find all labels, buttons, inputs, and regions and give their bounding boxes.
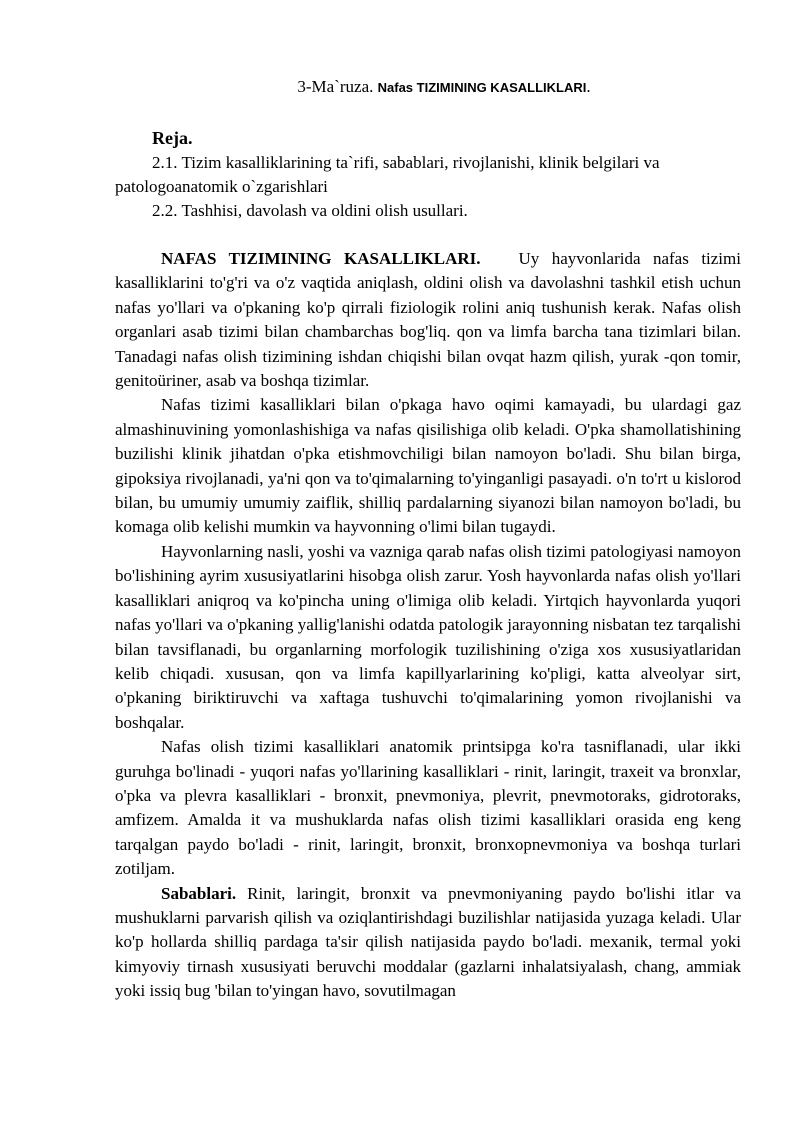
paragraph-5-text: Rinit, laringit, bronxit va pnevmoniyaning paydo bo'lishi itlar va mushuklarni parvarish qilish va oziqlantirishdagi buzilishlar natijasida yuzaga keladi. Ular ko'p hollarda shilliq pardaga ta'sir qilish natijasida paydo bo'ladi. mexanik, termal yoki kimyoviy tirnash xususiyati beruvchi moddalar (gazlarni inhalatsiyalash, chang, ammiak yoki issiq bug 'bilan to'yingan havo, sovutilmagan	[115, 883, 741, 1001]
title-suffix: .	[586, 77, 591, 96]
title-prefix: 3-Ma`ruza.	[297, 77, 378, 96]
paragraph-1-text: Uy hayvonlarida nafas tizimi kasalliklarini to'g'ri va o'z vaqtida aniqlash, oldini olish va davolashni tashkil etish uchun nafas yo'llari va o'pkaning ko'p qirrali fiziologik rolini aniq tushunish kerak. Nafas olish organlari asab tizimi bilan chambarchas bog'liq. qon va limfa barcha tana tizimlari bilan. Tanadagi nafas olish tizimining ishdan chiqishi bilan ovqat hazm qilish, yurak -qon tomir, genitoüriner, asab va boshqa tizimlar.	[115, 249, 741, 391]
causes-heading: Sabablari.	[161, 883, 237, 903]
document-page	[115, 74, 741, 1004]
plan-item-2: 2.2. Tashhisi, davolash va oldini olish usullari.	[152, 201, 468, 220]
paragraph-4: Nafas olish tizimi kasalliklari anatomik printsipga ko'ra tasniflanadi, ular ikki guruhga bo'linadi - yuqori nafas yo'llarining kasalliklari - rinit, laringit, traxeit va bronxlar, o'pka va plevra kasalliklari - bronxit, pnevmoniya, plevrit, pnevmotoraks, gidrotoraks, amfizem. Amalda it va mushuklarda nafas olish tizimi kasalliklari orasida eng keng tarqalgan paydo bo'ladi - rinit, laringit, bronxit, bronxopnevmoniya va boshqa turlari zotiljam.	[115, 737, 741, 879]
paragraph-1	[115, 247, 741, 393]
paragraph-2: Nafas tizimi kasalliklari bilan o'pkaga havo oqimi kamayadi, bu ulardagi gaz almashinuvining yomonlashishiga va nafas qisilishiga olib keladi. O'pka shamollatishining buzilishi klinik jihatdan o'pka etishmovchiligi bilan namoyon bo'ladi. Shu bilan birga, gipoksiya rivojlanadi, ya'ni qon va to'qimalarning to'yinganligi pasayadi. o'n to'rt u kislorod bilan, bu umumiy umumiy zaiflik, shilliq pardalarning siyanozi bilan namoyon bo'ladi, bu komaga olib kelishi mumkin va hayvonning o'limi bilan tugaydi.	[115, 395, 741, 537]
document-body	[115, 247, 741, 1004]
section-heading: NAFAS TIZIMINING KASALLIKLARI.	[161, 249, 481, 268]
title-main: Nafas TIZIMINING KASALLIKLARI	[377, 80, 587, 95]
plan-item-1: 2.1. Tizim kasalliklarining ta`rifi, sabablari, rivojlanishi, klinik belgilari va patologoanatomik o`zgarishlari	[115, 153, 660, 196]
paragraph-5	[115, 882, 741, 1004]
plan-heading: Reja.	[152, 128, 193, 148]
lecture-title	[147, 74, 741, 101]
paragraph-3: Hayvonlarning nasli, yoshi va vazniga qarab nafas olish tizimi patologiyasi namoyon bo'lishining ayrim xususiyatlarini hisobga olish zarur. Yosh hayvonlarda nafas olish yo'llari kasalliklari aniqroq va ko'pincha uning o'limiga olib keladi. Yirtqich hayvonlarda yuqori nafas yo'llari va o'pkaning yallig'lanishi odatda patologik jarayonning nisbatan tez tarqalishi bilan tavsiflanadi, bu organlarning morfologik tuzilishining o'ziga xos xususiyatlaridan kelib chiqadi. xususan, qon va limfa kapillyarlarining ko'pligi, katta alveolyar sirt, o'pkaning biriktiruvchi va xaftaga tushuvchi to'qimalarining yomon rivojlanishi va boshqalar.	[115, 541, 741, 732]
plan-section	[115, 125, 741, 223]
